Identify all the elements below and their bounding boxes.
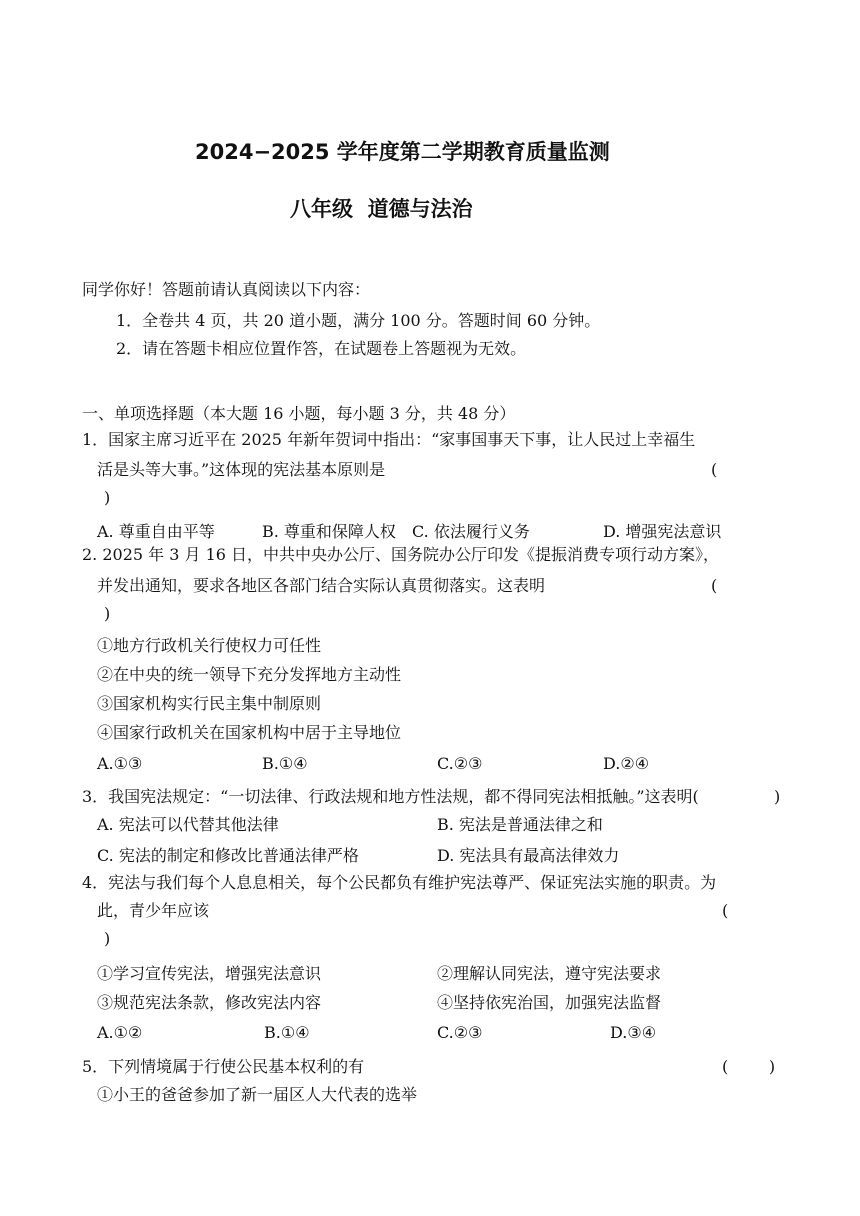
option-a: A.①② [97,1023,143,1042]
question-4-line1: 4．宪法与我们每个人息息相关，每个公民都负有维护宪法尊严、保证宪法实施的职责。为 [82,873,717,892]
option-b: B. 尊重和保障人权 [262,522,396,541]
statement-4: ④国家行政机关在国家机构中居于主导地位 [97,723,402,742]
answer-bracket-close: ) [104,488,111,507]
question-5-line1: 5．下列情境属于行使公民基本权利的有 [82,1057,365,1076]
statement-4: ④坚持依宪治国，加强宪法监督 [437,993,662,1012]
option-b: B.①④ [264,1023,310,1042]
answer-bracket-open: ( [711,576,718,595]
option-d: D. 宪法具有最高法律效力 [437,846,620,865]
option-d: D.②④ [603,754,650,773]
question-2-line1: 2. 2025 年 3 月 16 日，中共中央办公厅、国务院办公厅印发《提振消费专项行动方案》， [82,545,720,564]
statement-2: ②在中央的统一领导下充分发挥地方主动性 [97,665,402,684]
answer-bracket-close: ) [104,929,111,948]
option-b: B.①④ [262,754,308,773]
answer-bracket-open: ( [711,460,718,479]
option-c: C.②③ [437,1023,483,1042]
question-1-line1: 1．国家主席习近平在 2025 年新年贺词中指出：“家事国事天下事，让人民过上幸福生 [82,430,696,449]
question-3-line1: 3．我国宪法规定：“一切法律、行政法规和地方性法规，都不得同宪法相抵触。”这表明( [82,787,699,806]
exam-subtitle: 八年级 道德与法治 [290,197,473,221]
question-2-line2: 并发出通知，要求各地区各部门结合实际认真贯彻落实。这表明 [97,576,546,595]
option-a: A. 宪法可以代替其他法律 [97,815,279,834]
option-c: C.②③ [437,754,483,773]
notice-item: 2．请在答题卡相应位置作答，在试题卷上答题视为无效。 [116,339,527,358]
statement-1: ①学习宣传宪法，增强宪法意识 [97,964,322,983]
notice-greeting: 同学你好！答题前请认真阅读以下内容： [82,280,371,299]
notice-item: 1．全卷共 4 页，共 20 道小题，满分 100 分。答题时间 60 分钟。 [116,311,601,330]
section-heading: 一、单项选择题（本大题 16 小题，每小题 3 分，共 48 分） [82,404,516,423]
option-b: B. 宪法是普通法律之和 [437,815,603,834]
option-a: A.①③ [97,754,143,773]
answer-bracket: ( ) [722,1057,776,1076]
statement-1: ①小王的爸爸参加了新一届区人大代表的选举 [97,1085,418,1104]
statement-1: ①地方行政机关行使权力可任性 [97,636,322,655]
answer-bracket-close: ) [774,787,781,806]
question-4-line2: 此，青少年应该 [97,901,210,920]
option-d: D. 增强宪法意识 [603,522,722,541]
answer-bracket-close: ) [104,604,111,623]
option-c: C. 宪法的制定和修改比普通法律严格 [97,846,359,865]
statement-3: ③规范宪法条款，修改宪法内容 [97,993,322,1012]
exam-title: 2024−2025 学年度第二学期教育质量监测 [195,140,610,164]
statement-2: ②理解认同宪法，遵守宪法要求 [437,964,662,983]
option-c: C. 依法履行义务 [412,522,530,541]
answer-bracket-open: ( [722,901,729,920]
question-1-line2: 活是头等大事。”这体现的宪法基本原则是 [97,460,386,479]
statement-3: ③国家机构实行民主集中制原则 [97,694,322,713]
option-d: D.③④ [610,1023,657,1042]
option-a: A. 尊重自由平等 [97,522,215,541]
